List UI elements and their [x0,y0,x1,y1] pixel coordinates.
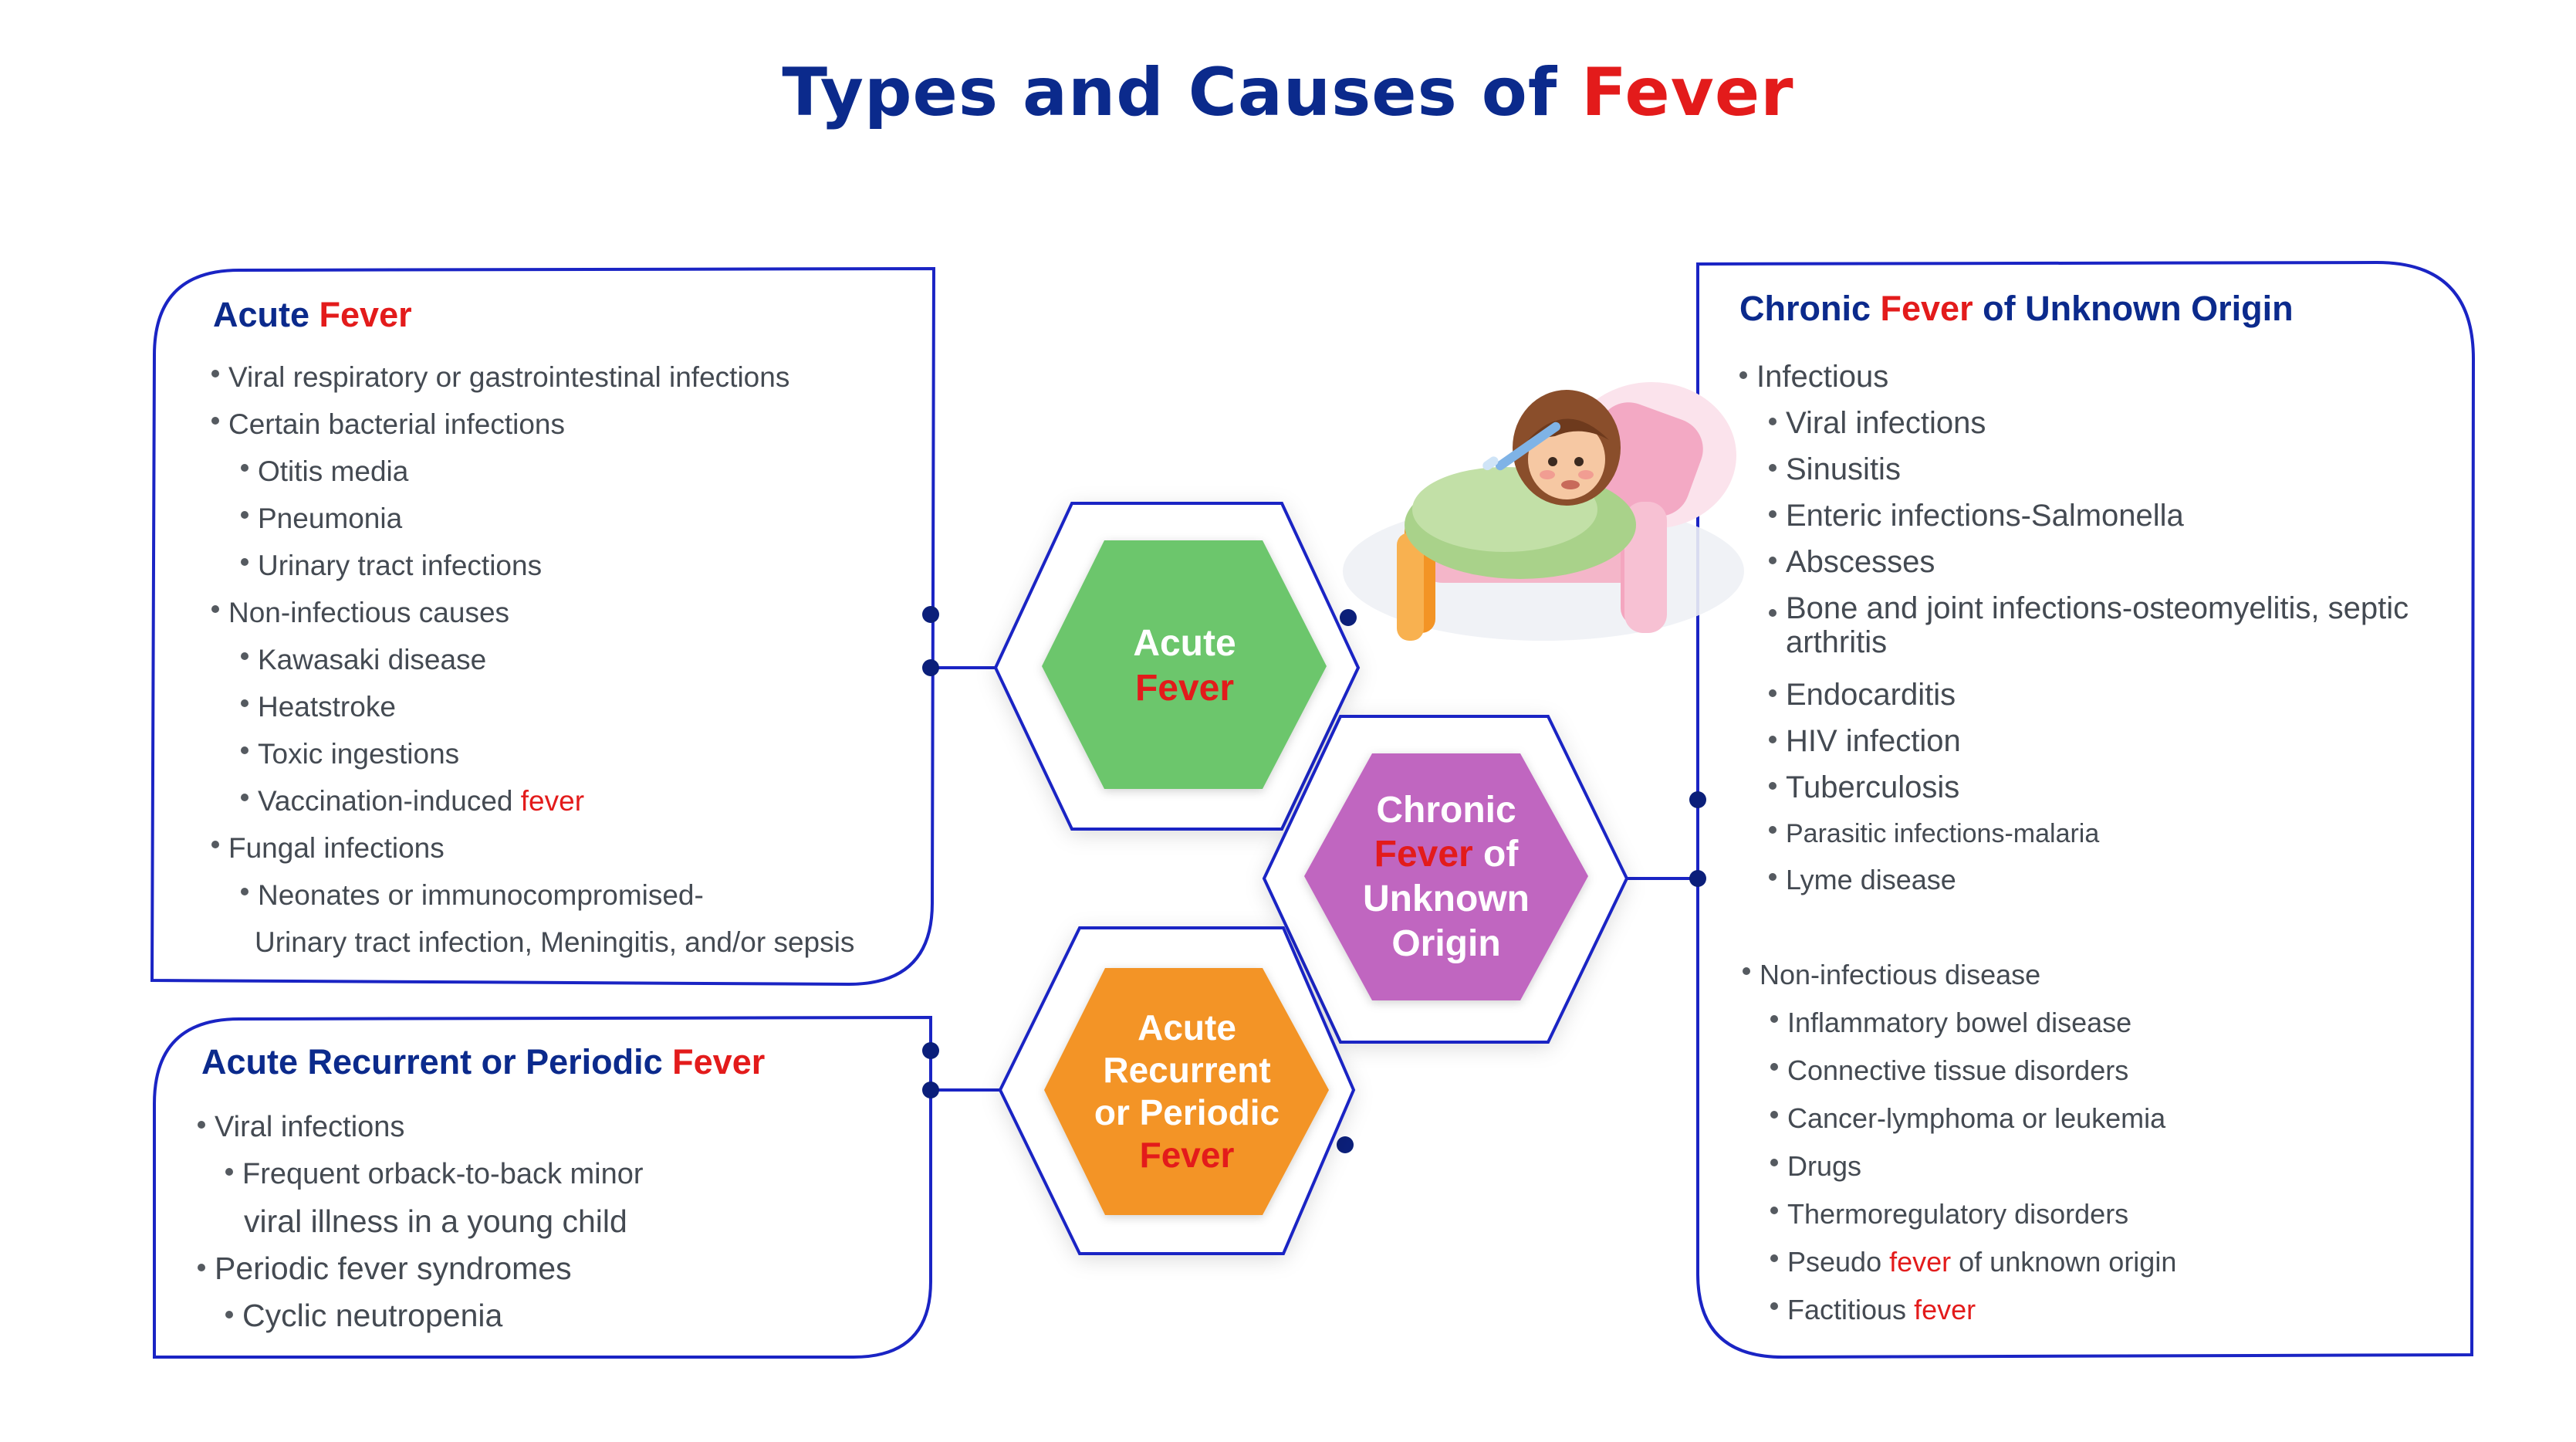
dot-chronic-panel-top [1689,791,1706,808]
chronic-heading-fever: Fever [1880,289,1973,328]
recurrent-fever-heading [201,1042,765,1082]
list-item: Fungal infections [228,824,854,872]
list-item [1787,1238,2176,1286]
page-title [0,54,2576,131]
list-item-fever: fever [520,785,585,817]
list-item: Viral infections [1786,400,2409,446]
sick-child-illustration [1343,382,1744,641]
list-item: HIV infection [1786,718,2409,764]
list-item: Non-infectious disease [1760,951,2176,999]
hex-label-line: Recurrent [1103,1049,1271,1090]
list-item: Pneumonia [258,495,854,542]
list-item: Bone and joint infections-osteomyelitis, septic [1786,591,2409,625]
list-item: Thermoregulatory disorders [1787,1190,2176,1238]
list-item: Certain bacterial infections [228,401,854,448]
chronic-noninfectious-list [1760,951,2176,1334]
hex-label-line: Acute [1138,1007,1236,1048]
chronic-fever-heading [1739,289,2294,329]
list-item: Lyme disease [1786,857,2409,903]
hex-label-line: Acute [1133,623,1236,665]
hexagon-acute-label [1057,587,1312,746]
list-item-fever: fever [1889,1246,1952,1278]
list-item-fever: fever [1914,1294,1976,1325]
list-item: Enteric infections-Salmonella [1786,493,2409,539]
list-item: Frequent orback-to-back minor [242,1151,644,1198]
list-item: Viral respiratory or gastrointestinal infections [228,354,854,401]
list-item: Kawasaki disease [258,636,854,683]
recurrent-heading-text: Acute Recurrent or Periodic [201,1042,673,1082]
list-item: Abscesses [1786,539,2409,585]
recurrent-fever-list [215,1104,644,1339]
recurrent-heading-fever: Fever [672,1042,766,1082]
list-item [258,777,854,824]
list-item: Periodic fever syndromes [215,1245,644,1292]
list-item-continuation: viral illness in a young child [244,1203,627,1239]
list-item: Connective tissue disorders [1787,1047,2176,1095]
hex-label-line: Unknown [1363,878,1530,919]
acute-heading-fever: Fever [319,295,412,334]
list-item-continuation: Urinary tract infection, Meningitis, and/or sepsis [255,926,855,958]
chronic-heading-text: Chronic [1739,289,1881,328]
hex-label-line: of [1472,834,1519,875]
acute-fever-heading [213,295,412,335]
hex-label-line: or Periodic [1094,1092,1280,1132]
list-item-text: Factitious [1787,1294,1915,1325]
list-item: Otitis media [258,448,854,495]
list-item: Toxic ingestions [258,730,854,777]
list-item: Cancer-lymphoma or leukemia [1787,1095,2176,1142]
acute-heading-text: Acute [213,295,319,334]
list-item: Infectious [1756,354,2409,400]
list-item-text: Pseudo [1787,1246,1890,1278]
dot-acute-panel-mid [922,659,939,676]
chronic-heading-rest: of Unknown Origin [1973,289,2294,328]
list-item-text: of unknown origin [1951,1246,2177,1278]
hex-label-fever: Fever [1374,834,1473,875]
title-part-2: Fever [1581,54,1794,131]
hexagon-chronic-label [1321,784,1571,970]
hex-label-fever: Fever [1134,668,1235,709]
list-item: Drugs [1787,1142,2176,1190]
list-item: Tuberculosis [1786,764,2409,811]
title-part-1: Types and Causes of [782,54,1582,131]
list-item: Inflammatory bowel disease [1787,999,2176,1047]
dot-chronic-panel-mid [1689,870,1706,887]
list-item: Neonates or immunocompromised- [258,872,854,919]
acute-fever-list [228,354,854,966]
dot-recurrent-hex [1337,1136,1354,1153]
list-item: Urinary tract infections [258,542,854,589]
list-item: Parasitic infections-malaria [1786,811,2409,857]
hex-label-line: Chronic [1376,789,1516,831]
dot-acute-panel-top [922,606,939,623]
chronic-infectious-list [1756,354,2409,903]
hexagon-recurrent-label [1059,999,1315,1184]
dot-recurrent-panel-mid [922,1082,939,1098]
hex-label-fever: Fever [1139,1135,1235,1176]
hex-label-line: Origin [1391,922,1501,964]
list-item: Sinusitis [1786,446,2409,493]
list-item: Endocarditis [1786,672,2409,718]
dot-recurrent-panel-top [922,1042,939,1059]
list-item [1787,1286,2176,1334]
dot-acute-hex [1340,609,1357,626]
list-item: Viral infections [215,1104,644,1151]
list-item: Cyclic neutropenia [242,1292,644,1339]
list-item-text: Vaccination-induced [258,785,521,817]
list-item-continuation: arthritis [1786,625,1888,659]
list-item: Heatstroke [258,683,854,730]
list-item: Non-infectious causes [228,589,854,636]
